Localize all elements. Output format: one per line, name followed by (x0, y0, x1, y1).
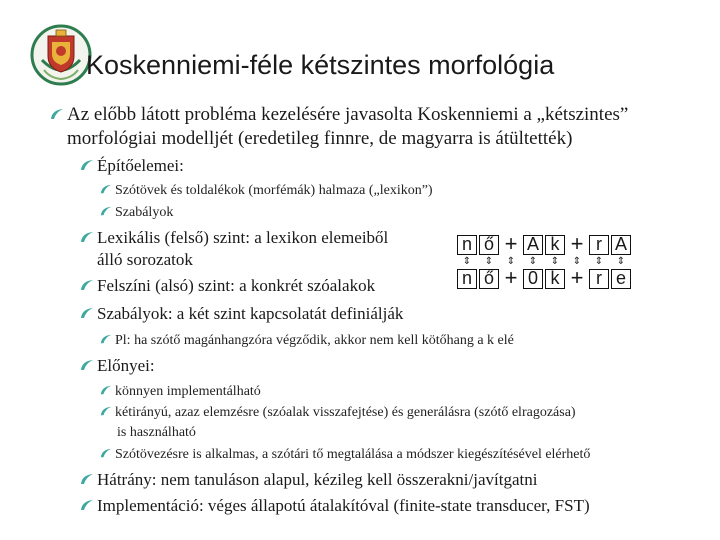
bullet-14 (80, 496, 590, 516)
lower-plus: + (570, 265, 584, 290)
upper-symbol: ő (479, 235, 499, 255)
bullet-text: Előnyei: (97, 356, 155, 375)
bullet-text: Szótövek és toldalékok (morfémák) halmaza („lexikon”) (115, 183, 433, 198)
correspondence-arrow: ⇕ (550, 256, 560, 267)
bullet-2 (80, 156, 184, 176)
correspondence-arrow: ⇕ (594, 256, 604, 267)
correspondence-arrow: ⇕ (506, 256, 516, 267)
bullet-text: is használható (117, 425, 196, 440)
bullet-10 (100, 383, 261, 401)
upper-symbol: r (589, 235, 609, 255)
upper-plus: + (570, 231, 584, 256)
bullet-11-continuation (117, 424, 196, 442)
bullet-text: Implementáció: véges állapotú átalakítóval (finite-state transducer, FST) (97, 496, 590, 515)
bullet-text: Felszíni (alsó) szint: a konkrét szóalakok (97, 276, 376, 295)
bullet-text: álló sorozatok (97, 250, 193, 269)
two-level-diagram (455, 233, 635, 297)
bullet-text: kétirányú, azaz elemzésre (szóalak visszafejtése) és generálásra (szótő elragozása) (115, 405, 576, 420)
teal-swoosh-bullet-icon (80, 306, 94, 320)
bullet-text: Pl: ha szótő magánhangzóra végződik, akkor nem kell kötőhang a k elé (115, 333, 514, 348)
upper-symbol: n (457, 235, 477, 255)
university-coat-of-arms-logo (30, 22, 92, 86)
bullet-text: morfológiai modelljét (eredetileg finnre, de magyarra is átültették) (67, 128, 573, 149)
bullet-13 (80, 470, 537, 490)
bullet-7 (80, 304, 403, 324)
teal-swoosh-bullet-icon (80, 498, 94, 512)
bullet-6 (80, 276, 375, 296)
correspondence-arrow: ⇕ (572, 256, 582, 267)
correspondence-arrow: ⇕ (528, 256, 538, 267)
lower-symbol: n (457, 269, 477, 289)
upper-symbol: A (523, 235, 543, 255)
teal-swoosh-bullet-icon (100, 384, 112, 396)
teal-swoosh-bullet-icon (100, 183, 112, 195)
lower-symbol: k (545, 269, 565, 289)
bullet-text: Építőelemei: (97, 156, 184, 175)
upper-plus: + (504, 231, 518, 256)
teal-swoosh-bullet-icon (80, 358, 94, 372)
bullet-text: Lexikális (felső) szint: a lexikon elemeiből (97, 228, 389, 247)
lower-symbol: ő (479, 269, 499, 289)
teal-swoosh-bullet-icon (80, 278, 94, 292)
lower-symbol: e (611, 269, 631, 289)
upper-symbol: A (611, 235, 631, 255)
lower-symbol: r (589, 269, 609, 289)
bullet-9 (80, 356, 155, 376)
bullet-text: könnyen implementálható (115, 384, 261, 399)
slide-title: Koskenniemi-féle kétszintes morfológia (86, 50, 555, 80)
teal-swoosh-bullet-icon (100, 447, 112, 459)
correspondence-arrow: ⇕ (484, 256, 494, 267)
bullet-text: Szabályok: a két szint kapcsolatát definiálják (97, 304, 404, 323)
bullet-1-continuation (67, 128, 572, 150)
bullet-5 (80, 228, 388, 248)
lower-plus: + (504, 265, 518, 290)
bullet-11 (100, 404, 576, 422)
teal-swoosh-bullet-icon (100, 333, 112, 345)
bullet-text: Az előbb látott probléma kezelésére javasolta Koskenniemi a „kétszintes” (67, 104, 629, 125)
bullet-8 (100, 332, 514, 350)
correspondence-arrow: ⇕ (462, 256, 472, 267)
bullet-12 (100, 446, 590, 464)
bullet-text: Szótövezésre is alkalmas, a szótári tő megtalálása a módszer kiegészítésével elérhető (115, 447, 591, 462)
teal-swoosh-bullet-icon (100, 205, 112, 217)
bullet-3 (100, 182, 433, 200)
correspondence-arrow: ⇕ (616, 256, 626, 267)
bullet-text: Hátrány: nem tanuláson alapul, kézileg kell összerakni/javítgatni (97, 470, 538, 489)
bullet-1 (50, 104, 628, 126)
teal-swoosh-bullet-icon (80, 472, 94, 486)
lower-symbol: 0 (523, 269, 543, 289)
teal-swoosh-bullet-icon (80, 230, 94, 244)
bullet-text: Szabályok (115, 205, 174, 220)
bullet-5-continuation (97, 250, 193, 270)
bullet-4 (100, 204, 173, 222)
upper-symbol: k (545, 235, 565, 255)
teal-swoosh-bullet-icon (80, 158, 94, 172)
teal-swoosh-bullet-icon (50, 107, 64, 121)
teal-swoosh-bullet-icon (100, 405, 112, 417)
